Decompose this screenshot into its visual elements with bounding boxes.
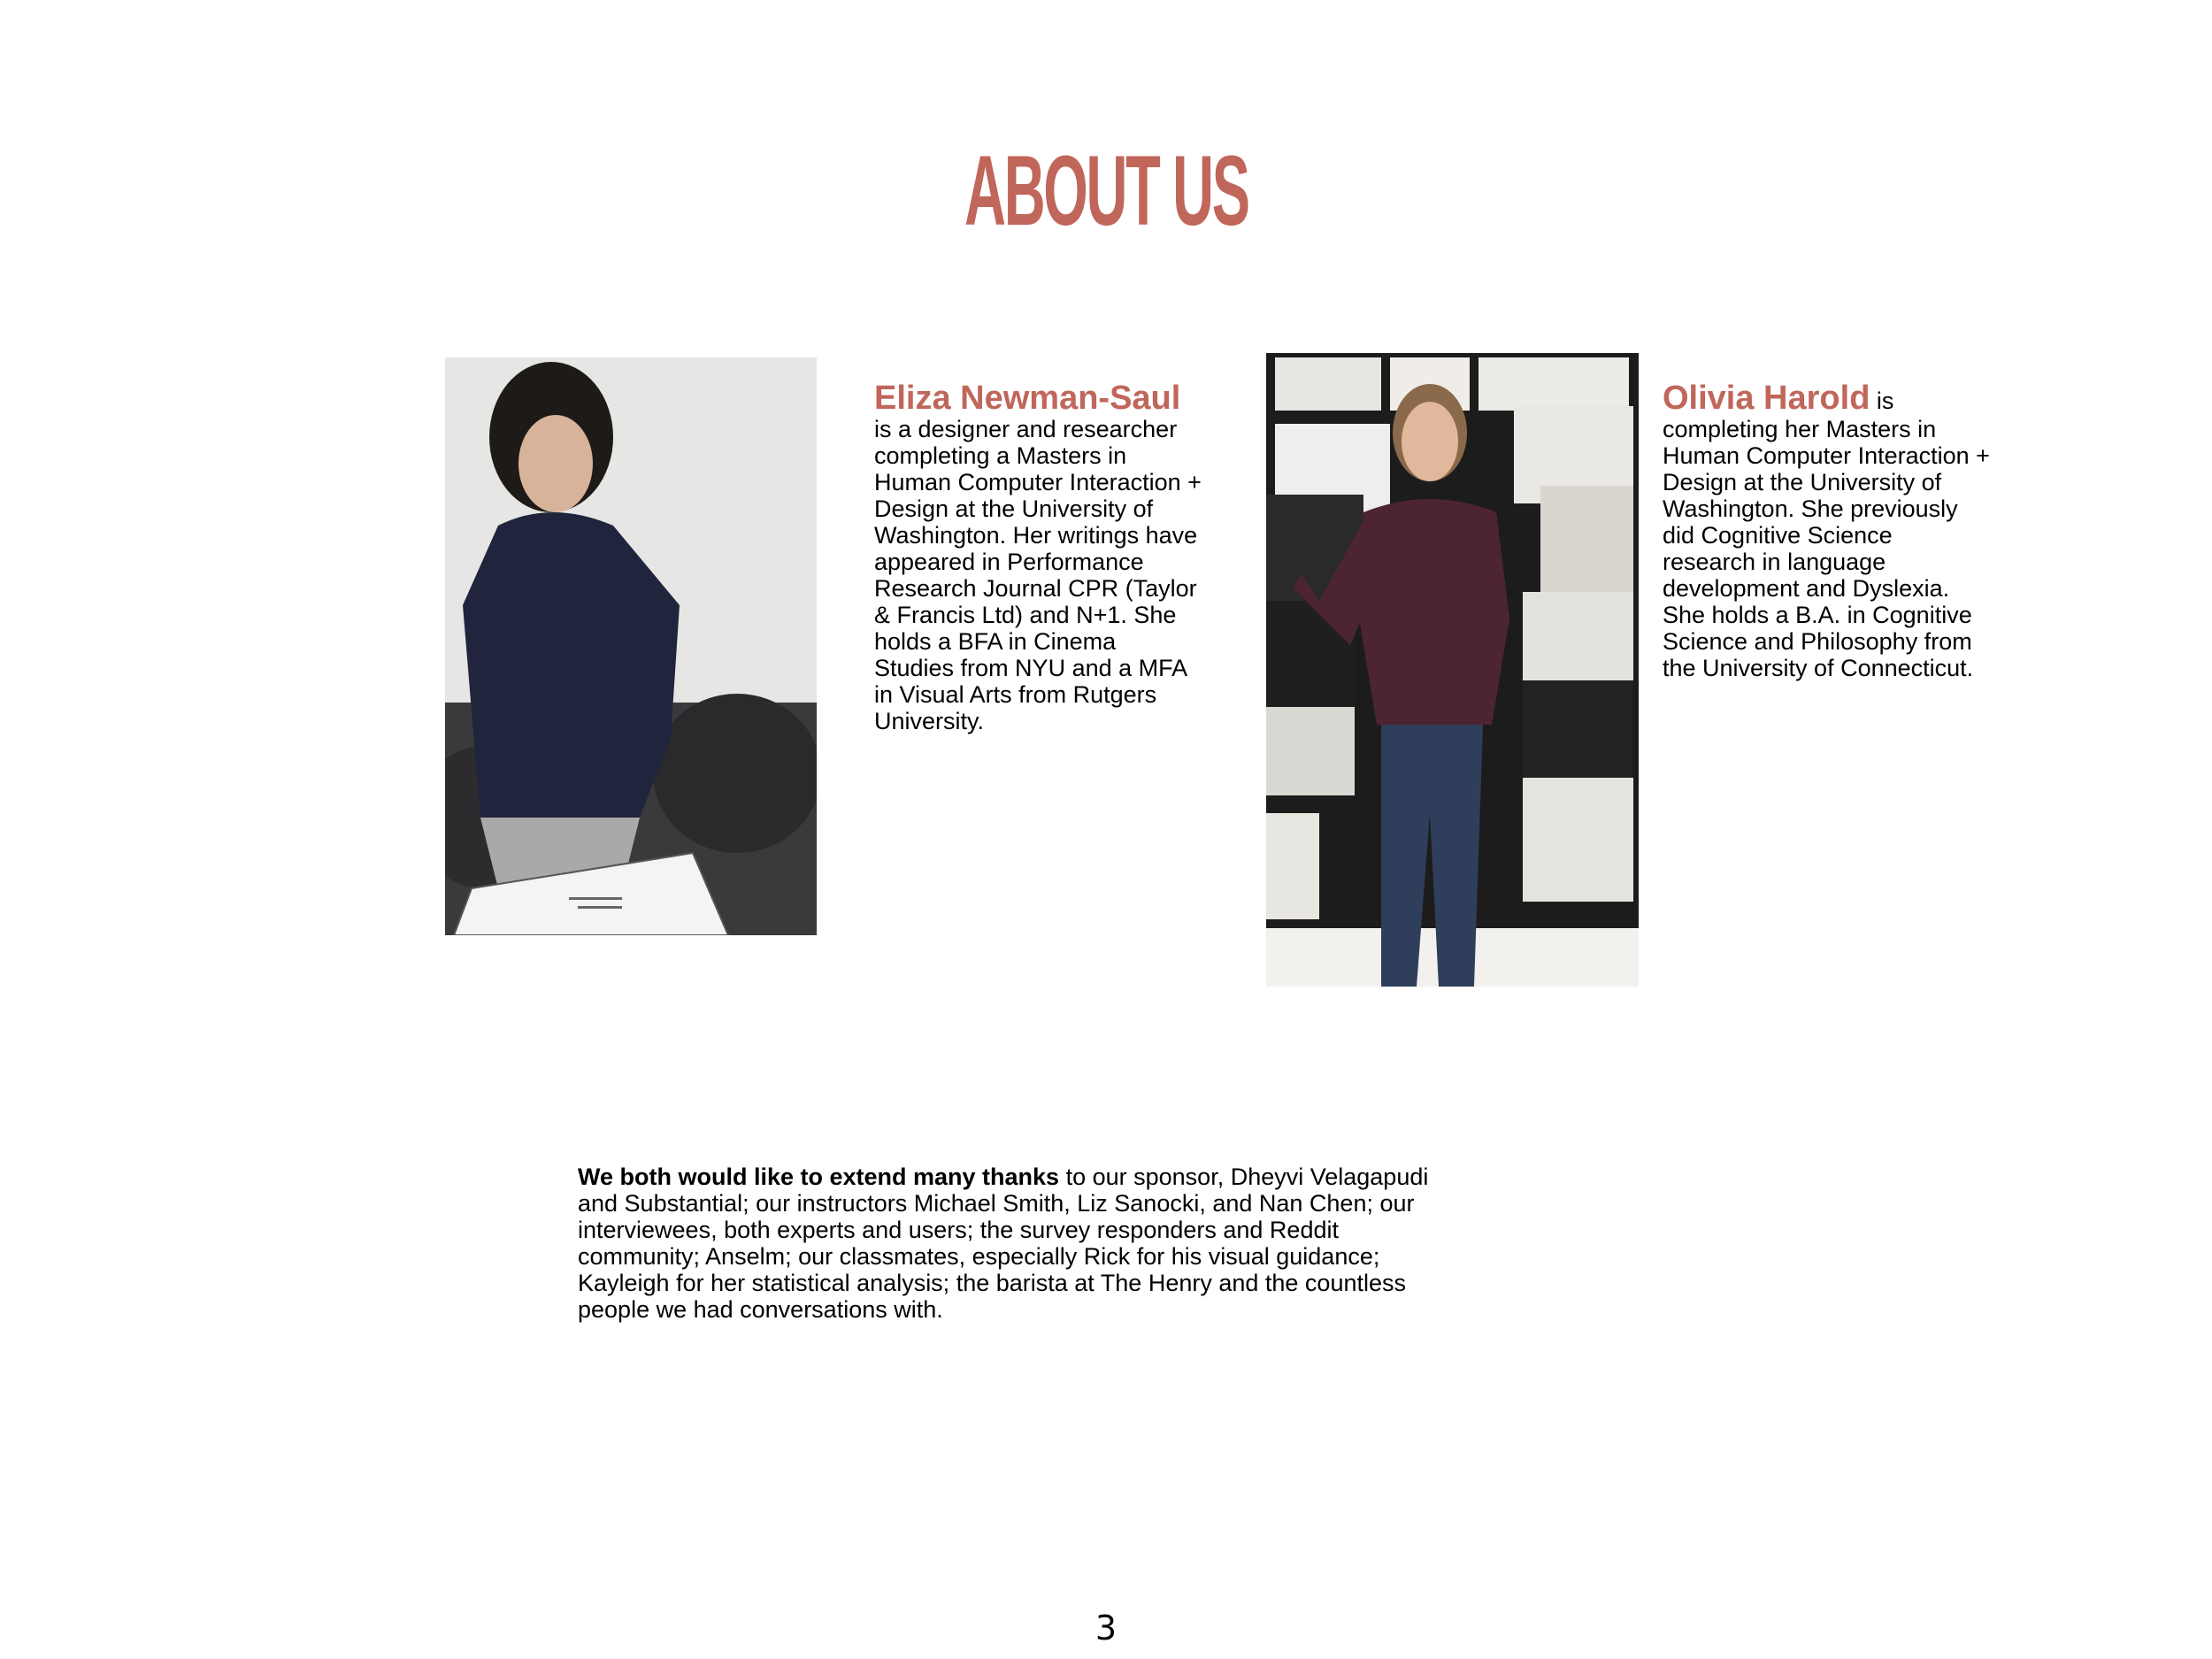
- olivia-bio: [1663, 380, 1990, 681]
- eliza-bio: [874, 380, 1202, 734]
- eliza-photo: [445, 357, 817, 935]
- acknowledgements-lead: We both would like to extend many thanks: [578, 1164, 1060, 1190]
- page-title: ABOUT US: [964, 135, 1248, 246]
- acknowledgements: [578, 1164, 1463, 1323]
- eliza-name: Eliza Newman-Saul: [874, 380, 1181, 417]
- eliza-bio-text: is a designer and researcher completing a Masters in Human Computer Interaction + Design at the University of Washington. Her writings have appeared in Performance Research Journal CPR (Taylor & Francis Ltd) and N+1. She holds a BFA in Cinema Studies from NYU and a MFA in Visual Arts from Rutgers University.: [874, 416, 1202, 734]
- acknowledgements-text: to our sponsor, Dheyvi Velagapudi and Substantial; our instructors Michael Smith, Liz Sanocki, and Nan Chen; our interviewees, both experts and users; the survey responders and Reddit community; Anselm; our classmates, especially Rick for his visual guidance; Kayleigh for her statistical analysis; the barista at The Henry and the countless people we had conversations with.: [578, 1164, 1429, 1323]
- olivia-bio-text: is completing her Masters in Human Computer Interaction + Design at the University of Washington. She previously did Cognitive Science research in language development and Dyslexia. She holds a B.A. in Cognitive Science and Philosophy from the University of Connecticut.: [1663, 388, 1990, 681]
- olivia-photo: [1266, 353, 1639, 987]
- page-number: 3: [1094, 1609, 1118, 1647]
- olivia-name: Olivia Harold: [1663, 380, 1870, 417]
